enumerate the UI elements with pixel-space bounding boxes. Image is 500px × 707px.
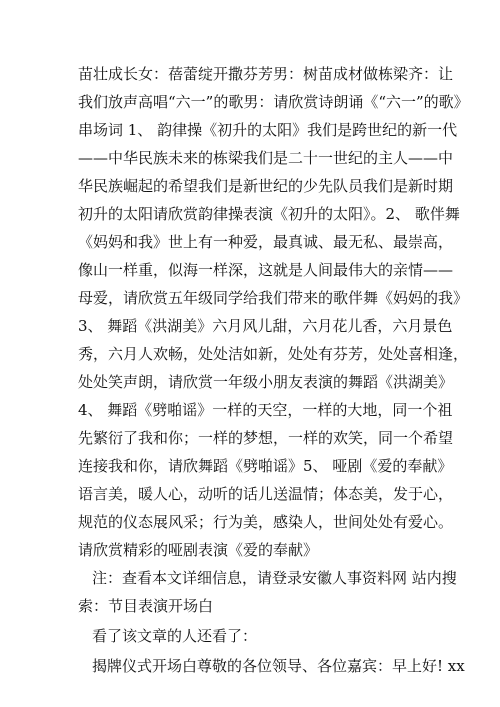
body-line-12: 处处笑声朗，请欣赏一年级小朋友表演的舞蹈《洪湖美》 [78,373,454,391]
body-line-14: 先繁衍了我和你；一样的梦想，一样的欢笑，同一个希望 [78,429,454,447]
body-line-6: 初升的太阳请欣赏韵律操表演《初升的太阳》。2、 歌伴舞 [78,205,460,223]
source-note-line-1: 注：查看本文详细信息，请登录安徽人事资料网 站内搜 [92,569,457,587]
body-line-5: 华民族崛起的希望我们是新世纪的少先队员我们是新时期 [78,177,454,195]
source-note-line-2: 索：节目表演开场白 [78,597,214,615]
body-line-17: 规范的仪态展风采；行为美，感染人，世间处处有爱心。 [78,513,454,531]
body-line-10: 3、 舞蹈《洪湖美》六月风儿甜，六月花儿香，六月景色 [78,317,453,335]
body-line-15: 连接我和你，请欣舞蹈《劈啪谣》5、 哑剧《爱的奉献》 [78,457,453,475]
body-line-9: 母爱，请欣赏五年级同学给我们带来的歌伴舞《妈妈的我》 [78,289,469,307]
body-line-4: ——中华民族未来的栋梁我们是二十一世纪的主人——中 [78,149,454,167]
body-line-16: 语言美，暖人心，动听的话儿送温情；体态美，发于心， [78,485,454,503]
body-line-2: 我们放声高唱“六一”的歌男：请欣赏诗朗诵《“六一”的歌》 [78,93,469,111]
body-line-11: 秀，六月人欢畅，处处洁如新，处处有芬芳，处处喜相逢， [78,345,469,363]
body-line-13: 4、 舞蹈《劈啪谣》一样的天空，一样的大地，同一个祖 [78,401,453,419]
also-read-heading: 看了该文章的人还看了： [92,627,258,645]
related-article-link[interactable]: 揭牌仪式开场白尊敬的各位领导、各位嘉宾：早上好! xx [92,657,465,675]
body-line-8: 像山一样重，似海一样深，这就是人间最伟大的亲情—— [78,261,454,279]
body-line-18: 请欣赏精彩的哑剧表演《爱的奉献》 [78,541,319,559]
body-line-7: 《妈妈和我》世上有一种爱，最真诚、最无私、最崇高， [78,233,454,251]
body-line-3: 串场词 1、 韵律操《初升的太阳》我们是跨世纪的新一代 [78,121,458,139]
body-line-1: 苗壮成长女：蓓蕾绽开撒芬芳男：树苗成材做栋梁齐：让 [78,65,454,83]
